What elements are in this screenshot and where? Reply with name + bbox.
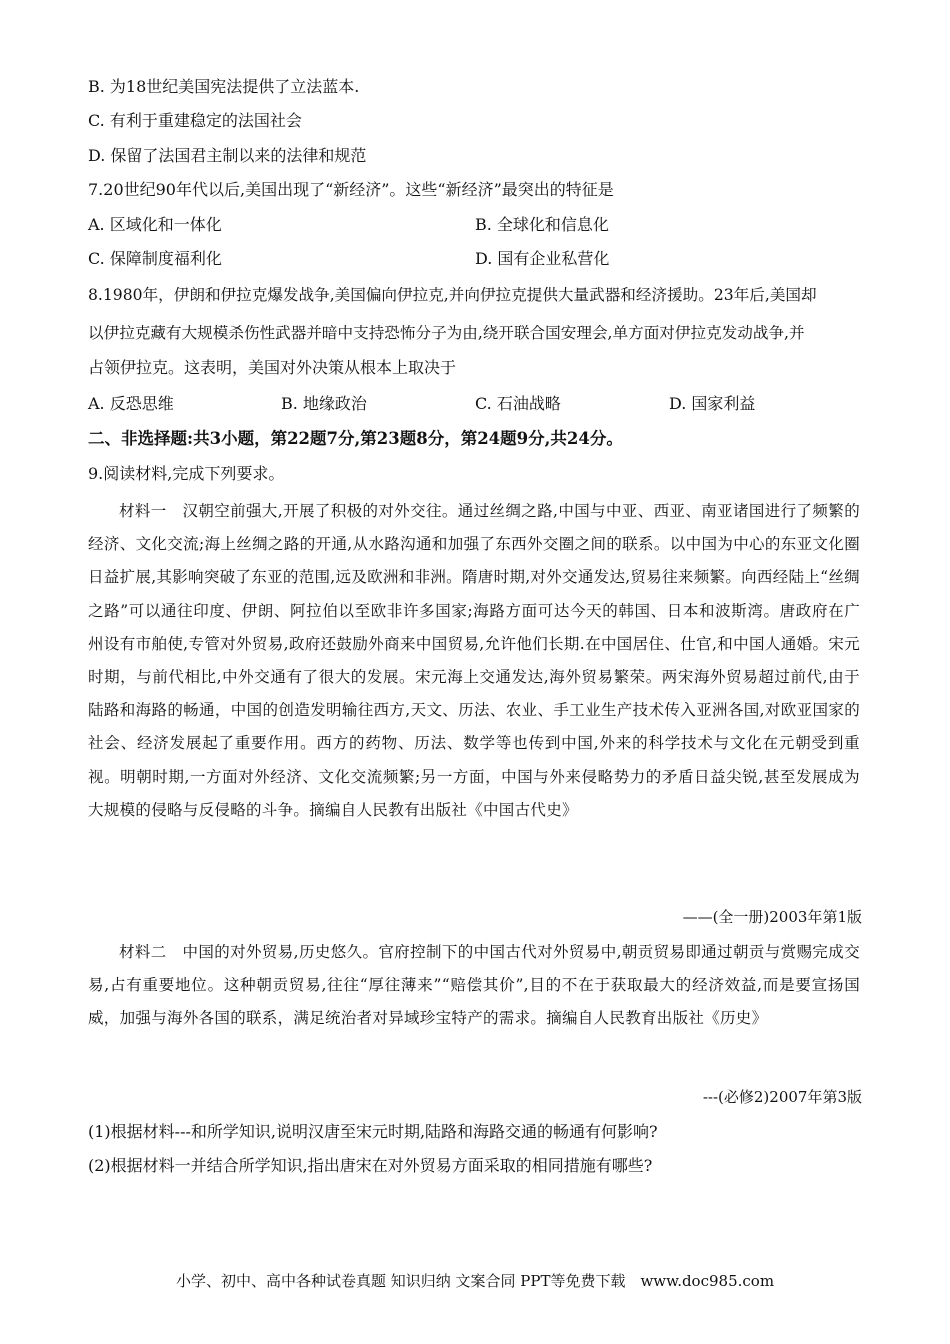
prev-option-d: D. 保留了法国君主制以来的法律和规范 xyxy=(88,146,367,165)
q8-line-2: 以伊拉克藏有大规模杀伤性武器并暗中支持恐怖分子为由,绕开联合国安理会,单方面对伊拉克发动战争,并 xyxy=(88,324,805,342)
q8-option-a: A. 反恐思维 xyxy=(88,394,174,413)
q8-line-3: 占领伊拉克。这表明，美国对外决策从根本上取决于 xyxy=(88,358,457,377)
q7-stem: 7.20世纪90年代以后,美国出现了“新经济”。这些“新经济”最突出的特征是 xyxy=(88,180,614,199)
q9-subquestion-2: (2)根据材料一并结合所学知识,指出唐宋在对外贸易方面采取的相同措施有哪些? xyxy=(88,1156,653,1175)
prev-option-c: C. 有利于重建稳定的法国社会 xyxy=(88,111,302,130)
q9-stem: 9.阅读材料,完成下列要求。 xyxy=(88,464,285,483)
material-2-source: ---(必修2)2007年第3版 xyxy=(702,1088,862,1106)
q9-subquestion-1: (1)根据材料---和所学知识,说明汉唐至宋元时期,陆路和海路交通的畅通有何影响? xyxy=(88,1122,658,1141)
material-1-text: 材料一 汉朝空前强大,开展了积极的对外交往。通过丝绸之路,中国与中亚、西亚、南亚诸国进行了频繁的经济、文化交流;海上丝绸之路的开通,从水路沟通和加强了东西外交圈之间的联系。以中国为中心的东亚文化圈日益扩展,其影响突破了东亚的范围,远及欧洲和非洲。隋唐时期,对外交通发达,贸易往来频繁。向西经陆上“丝绸之路”可以通往印度、伊朗、阿拉伯以至欧非许多国家;海路方面可达今天的韩国、日本和波斯湾。唐政府在广州设有市舶使,专管对外贸易,政府还鼓励外商来中国贸易,允许他们长期.在中国居住、仕官,和中国人通婚。宋元时期，与前代相比,中外交通有了很大的发展。宋元海上交通发达,海外贸易繁荣。两宋海外贸易超过前代,由于陆路和海路的畅通，中国的创造发明输往西方,天文、历法、农业、手工业生产技术传入亚洲各国,对欧亚国家的社会、经济发展起了重要作用。西方的药物、历法、数学等也传到中国,外来的科学技术与文化在元朝受到重视。明朝时期,一方面对外经济、文化交流频繁;另一方面，中国与外来侵略势力的矛盾日益尖锐,甚至发展成为大规模的侵略与反侵略的斗争。摘编自人民教有出版社《中国古代史》 xyxy=(88,502,860,819)
material-1-source: ——(全一册)2003年第1版 xyxy=(682,908,862,926)
q8-option-b: B. 地缘政治 xyxy=(281,394,367,413)
prev-option-b: B. 为18世纪美国宪法提供了立法蓝本. xyxy=(88,77,360,96)
q8-line-1: 8.1980年，伊朗和伊拉克爆发战争,美国偏向伊拉克,并向伊拉克提供大量武器和经济援助。23年后,美国却 xyxy=(88,286,817,304)
q8-option-c: C. 石油战略 xyxy=(475,394,561,413)
material-2-text: 材料二 中国的对外贸易,历史悠久。官府控制下的中国古代对外贸易中,朝贡贸易即通过朝贡与赏赐完成交易,占有重要地位。这种朝贡贸易,往往“厚往薄来”“赔偿其价”,目的不在于获取最大的经济效益,而是要宣扬国威，加强与海外各国的联系，满足统治者对异域珍宝特产的需求。摘编自人民教育出版社《历史》 xyxy=(88,943,860,1028)
footer-watermark: 小学、初中、高中各种试卷真题 知识归纳 文案合同 PPT等免费下载 www.doc985.com xyxy=(175,1272,775,1290)
q7-option-c: C. 保障制度福利化 xyxy=(88,249,222,268)
q7-option-b: B. 全球化和信息化 xyxy=(475,215,609,234)
q8-option-d: D. 国家利益 xyxy=(669,394,756,413)
section-2-heading: 二、非选择题:共3小题，第22题7分,第23题8分，第24题9分,共24分。 xyxy=(88,429,623,448)
q7-option-d: D. 国有企业私营化 xyxy=(475,249,610,268)
q7-option-a: A. 区域化和一体化 xyxy=(88,215,222,234)
